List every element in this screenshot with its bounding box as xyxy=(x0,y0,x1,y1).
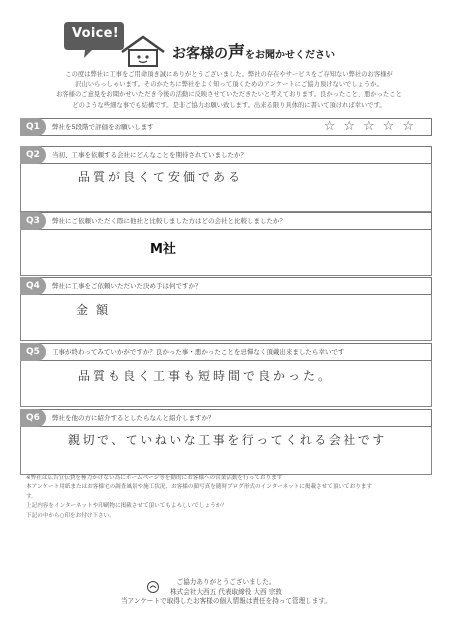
notes-section: ※弊社は広告宣伝費を極力かけない為にホームページ等を動的にお客様への営業活動を行っております 本アンケート用紙またはお客様宅の調査風景や施工状況、お客様の顔写真を随時ブログ形式のインターネットに掲載させて頂いております す。 上記内容をインターネットや印刷物に掲載させて頂いてもよろしいでしょうか？ 下記の中から○印をお付け下さい。 xyxy=(26,475,372,519)
page-title: お客様の声をお聞かせください xyxy=(172,43,335,63)
house-icon xyxy=(118,34,168,68)
question-number: Q2 xyxy=(20,146,46,164)
rating-stars: ☆☆☆☆☆ xyxy=(323,119,422,134)
question-number: Q6 xyxy=(20,409,46,427)
question-text: 工事が終わってみていかがですか？良かった事・悪かったことを忌憚なく頂戴出来ましたら幸いです xyxy=(52,348,345,356)
question-text: 弊社に工事をご依頼いただいた決め手は何ですか？ xyxy=(52,282,202,290)
company-text: 株式会社大西五 代表取締役 大西 宗敦 xyxy=(170,587,282,596)
thanks-text: ご協力ありがとうございました。 xyxy=(176,578,276,586)
answer-text: M社 xyxy=(150,242,176,257)
footer xyxy=(0,578,452,607)
handwritten-mark-icon xyxy=(146,580,160,594)
question-number: Q3 xyxy=(20,212,46,230)
answer-text: 品質が良くて安価である xyxy=(78,170,244,184)
question-text: 弊社を5段階で評価をお願いします xyxy=(52,123,154,131)
question-number: Q4 xyxy=(20,277,46,295)
privacy-text: 当アンケートで取得したお客様の個人情報は責任を持って管理します。 xyxy=(120,597,332,605)
question-number: Q1 xyxy=(20,118,46,136)
answer-text: 金額 xyxy=(76,303,117,317)
question-number: Q5 xyxy=(20,343,46,361)
question-1 xyxy=(20,118,432,138)
intro-text: この度は弊社に工事をご用命頂き誠にありがとうございました。弊社の存在やサービスをご存知ない弊社のお客様が 沢山いらっしゃいます。そのかたちに弊社をよく知って頂くためのアンケートにご協力頂けないでしょうか。 お客様のご意見をお聞かせいただき今後の活動に反映させていただきたいと考えております。良かったこと、悪かったこと どのような些細な事でも結構です。是非ご協力お願い致します。出来る限り具体的に書いて頂ければ幸いです。 xyxy=(56,71,402,109)
question-text: 当初、工事を依頼する会社にどんなことを期待されていましたか？ xyxy=(52,151,247,159)
answer-text: 親切で、ていねいな工事を行ってくれる会社です xyxy=(68,433,387,447)
answer-text: 品質も良く工事も短時間で良かった。 xyxy=(78,369,334,383)
voice-badge-text: Voice! xyxy=(72,26,119,41)
question-text: 弊社を他の方に紹介するとしたらなんと紹介しますか？ xyxy=(52,414,215,422)
question-text: 弊社にご依頼いただく際に他社と比較しました方はどの会社と比較しましたか？ xyxy=(52,217,286,225)
